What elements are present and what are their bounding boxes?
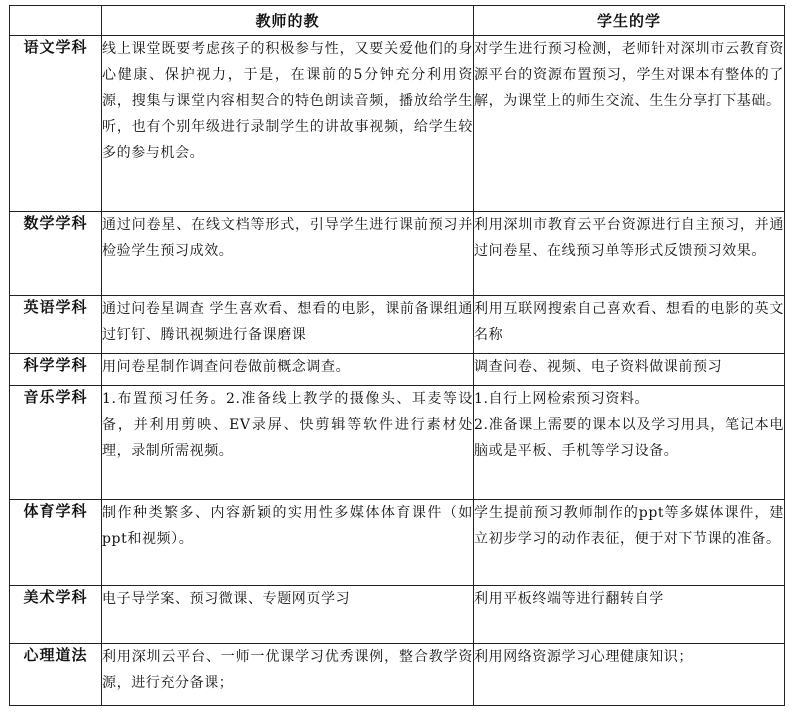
teacher-cell: 1.布置预习任务。2.准备线上教学的摄像头、耳麦等设备，并利用剪映、EV录屏、快剪辑等软件进行素材处理，录制所需视频。: [102, 386, 474, 500]
header-student: 学生的学: [474, 6, 785, 36]
subject-cell: 语文学科: [10, 36, 102, 212]
student-line: 1.自行上网检索预习资料。: [474, 391, 650, 407]
student-cell: [474, 386, 785, 500]
subject-cell: 体育学科: [10, 500, 102, 586]
student-cell: 利用深圳市教育云平台资源进行自主预习，并通过问卷星、在线预习单等形式反馈预习效果。: [474, 212, 785, 296]
table-row: [10, 296, 785, 354]
table-row: [10, 644, 785, 706]
table-row: [10, 386, 785, 500]
lesson-prep-table: [9, 5, 785, 706]
teacher-cell: 线上课堂既要考虑孩子的积极参与性，又要关爱他们的身心健康、保护视力，于是，在课前的5分钟充分利用资源，搜集与课堂内容相契合的特色朗读音频，播放给学生听，也有个别年级进行录制学生的讲故事视频，给学生较多的参与机会。: [102, 36, 474, 212]
teacher-cell: 用问卷星制作调查问卷做前概念调查。: [102, 354, 474, 386]
teacher-cell: 通过问卷星、在线文档等形式，引导学生进行课前预习并检验学生预习成效。: [102, 212, 474, 296]
subject-cell: 数学学科: [10, 212, 102, 296]
table-row: [10, 500, 785, 586]
student-cell: 利用互联网搜索自己喜欢看、想看的电影的英文名称: [474, 296, 785, 354]
student-cell: 利用平板终端等进行翻转自学: [474, 586, 785, 644]
subject-cell: 音乐学科: [10, 386, 102, 500]
student-cell: 对学生进行预习检测，老师针对深圳市云教育资源平台的资源布置预习，学生对课本有整体的了解，为课堂上的师生交流、生生分享打下基础。: [474, 36, 785, 212]
teacher-cell: 通过问卷星调查 学生喜欢看、想看的电影，课前备课组通过钉钉、腾讯视频进行备课磨课: [102, 296, 474, 354]
student-cell: 学生提前预习教师制作的ppt等多媒体课件，建立初步学习的动作表征，便于对下节课的准备。: [474, 500, 785, 586]
student-cell: 调查问卷、视频、电子资料做课前预习: [474, 354, 785, 386]
header-teacher: 教师的教: [102, 6, 474, 36]
teacher-cell: 电子导学案、预习微课、专题网页学习: [102, 586, 474, 644]
header-subject-cell: [10, 6, 102, 36]
header-row: [10, 6, 785, 36]
table-row: [10, 212, 785, 296]
table-row: [10, 36, 785, 212]
subject-cell: 美术学科: [10, 586, 102, 644]
table-row: [10, 354, 785, 386]
student-line: 2.准备课上需要的课本以及学习用具，笔记本电脑或是平板、手机等学习设备。: [474, 417, 784, 459]
subject-cell: 英语学科: [10, 296, 102, 354]
teacher-cell: 利用深圳云平台、一师一优课学习优秀课例，整合教学资源，进行充分备课；: [102, 644, 474, 706]
student-cell: 利用网络资源学习心理健康知识；: [474, 644, 785, 706]
teacher-cell: 制作种类繁多、内容新颖的实用性多媒体体育课件（如ppt和视频）。: [102, 500, 474, 586]
subject-cell: 心理道法: [10, 644, 102, 706]
subject-cell: 科学学科: [10, 354, 102, 386]
table-row: [10, 586, 785, 644]
